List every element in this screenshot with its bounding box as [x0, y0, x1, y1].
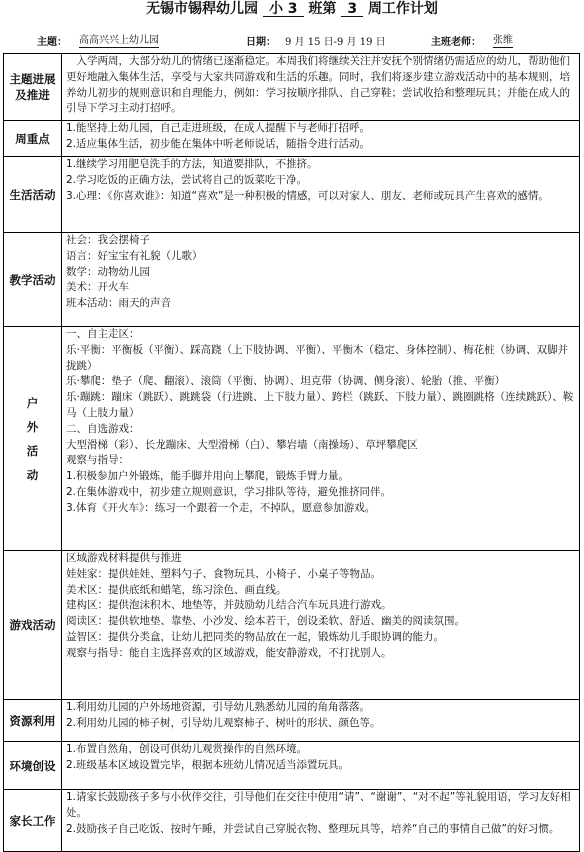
- row-content: [62, 742, 580, 790]
- row-content: [62, 700, 580, 742]
- row-environment-creation: [4, 742, 580, 790]
- date-label: 日期：: [246, 37, 276, 48]
- row-content: [62, 157, 580, 233]
- row-label: [4, 54, 62, 121]
- content-line: 入学两周，大部分幼儿的情绪已逐渐稳定。本周我们将继续关注并安抚个别情绪仍需适应的幼儿，帮助他们更好地融入集体生活，享受与大家共同游戏和生活的乐趣。同时，我们将逐步建立游戏活动中的基本规则，培养幼儿初步的规则意识和自理能力，例如：学习按顺序排队、自己穿鞋；尝试收拾和整理玩具；并能在成人的引导下学习主动打招呼。: [66, 55, 570, 115]
- content-line: 1.利用幼儿园的户外场地资源，引导幼儿熟悉幼儿园的角角落落。: [66, 701, 371, 713]
- content-line: 2.利用幼儿园的柿子树，引导幼儿观察柿子、树叶的形状、颜色等。: [66, 716, 381, 729]
- row-label-text: 教学活动: [9, 272, 56, 287]
- row-label: [4, 742, 62, 790]
- row-label-text: 资源利用: [9, 713, 56, 728]
- row-outdoor-activities: [4, 327, 580, 551]
- class-value: 小 3: [263, 2, 304, 17]
- content-line: 美术区：提供底纸和蜡笔，练习涂色、画直线。: [66, 583, 287, 596]
- row-resource-use: [4, 700, 580, 742]
- theme-value: 高高兴兴上幼儿园: [79, 35, 159, 46]
- row-content: [62, 327, 580, 551]
- content-line: 1.继续学习用肥皂洗手的方法，知道要排队，不推挤。: [66, 158, 318, 170]
- weekly-plan-table: [3, 53, 580, 852]
- content-line: 益智区：提供分类盒，让幼儿把同类的物品放在一起，锻炼幼儿手眼协调的能力。: [66, 630, 444, 643]
- content-line: 2.在集体游戏中，初步建立规则意识，学习排队等待，避免推挤同伴。: [66, 485, 392, 498]
- row-teaching-activities: [4, 233, 580, 327]
- content-line: 娃娃家：提供娃娃、塑料勺子、食物玩具、小椅子、小桌子等物品。: [66, 567, 381, 580]
- row-content: [62, 54, 580, 121]
- content-line: 二、自选游戏：: [66, 422, 140, 435]
- row-label: [4, 233, 62, 327]
- row-label: [4, 551, 62, 700]
- row-label: [4, 700, 62, 742]
- content-line: 观察与指导：: [66, 454, 129, 467]
- row-label: [4, 121, 62, 157]
- row-content: [62, 121, 580, 157]
- content-line: 大型滑梯（彩）、长龙蹦床、大型滑梯（白）、攀岩墙（南操场）、草坪攀爬区: [66, 438, 418, 451]
- content-line: 2.学习吃饭的正确方法，尝试将自己的饭菜吃干净。: [66, 173, 308, 186]
- theme-label: 主题：: [37, 37, 67, 48]
- row-label-text: 生活活动: [9, 187, 56, 202]
- content-line: 1.能坚持上幼儿园，自己走进班级，在成人提醒下与老师打招呼。: [66, 122, 371, 134]
- row-parent-work: [4, 790, 580, 852]
- content-line: 1.布置自然角，创设可供幼儿观赏操作的自然环境。: [66, 743, 308, 755]
- row-label-text: 家长工作: [9, 813, 56, 828]
- row-label-text: 周重点: [15, 131, 50, 146]
- content-line: 观察与指导：能自主选择喜欢的区域游戏，能安静游戏，不打扰别人。: [66, 646, 392, 659]
- content-line: 1.积极参加户外锻炼，能手脚并用向上攀爬，锻炼手臂力量。: [66, 470, 350, 483]
- meta-line: [0, 34, 584, 52]
- content-line: 乐·攀爬：垫子（爬、翻滚）、滚筒（平衡、协调）、坦克带（协调、侧身滚）、轮胎（推、平衡）: [66, 375, 506, 388]
- page-title: [0, 0, 584, 18]
- week-value: 3: [341, 2, 363, 17]
- row-content: [62, 551, 580, 700]
- content-line: 2.适应集体生活，初步能在集体中听老师说话，随指令进行活动。: [66, 137, 371, 150]
- content-line: 社会：我会摆椅子: [66, 234, 150, 246]
- row-label-text: 主题进展及推进: [9, 72, 56, 102]
- row-label: [4, 157, 62, 233]
- row-label: [4, 790, 62, 852]
- row-label-text: 游戏活动: [9, 618, 56, 632]
- content-line: 乐·平衡：平衡板（平衡）、踩高跷（上下肢协调、平衡）、平衡木（稳定、身体控制）、梅花桩（协调、双脚并拢跳）: [66, 343, 569, 372]
- row-label: [4, 327, 62, 551]
- title-suffix: 周工作计划: [367, 1, 438, 17]
- content-line: 建构区：提供泡沫积木、地垫等，并鼓励幼儿结合汽车玩具进行游戏。: [66, 599, 392, 612]
- content-line: 语言：好宝宝有礼貌（儿歌）: [66, 249, 203, 262]
- row-label-text: 户外活动: [26, 395, 39, 482]
- content-line: 2.鼓励孩子自己吃饭、按时午睡，并尝试自己穿脱衣物、整理玩具等，培养“自己的事情自己做”的好习惯。: [66, 822, 560, 835]
- row-life-activities: [4, 157, 580, 233]
- date-value: 9 月 15 日-9 月 19 日: [285, 37, 386, 48]
- content-line: 3.体育《开火车》：练习一个跟着一个走，不掉队，愿意参加游戏。: [66, 501, 376, 514]
- content-line: 一、自主走区：: [66, 328, 140, 340]
- teacher-label: 主班老师：: [431, 37, 481, 48]
- row-content: [62, 233, 580, 327]
- content-line: 1.请家长鼓励孩子多与小伙伴交往，引导他们在交往中使用“请”、“谢谢”、“对不起”等礼貌用语，学习友好相处。: [66, 791, 571, 819]
- row-label-text: 环境创设: [9, 758, 56, 773]
- title-prefix: 无锡市锡稈幼儿园: [146, 1, 259, 17]
- content-line: 2.班级基本区域设置完毕，根据本班幼儿情况适当添置玩具。: [66, 758, 350, 771]
- teacher-value: 张维: [493, 35, 513, 46]
- class-suffix: 班第: [308, 1, 337, 17]
- content-line: 数学：动物幼儿园: [66, 265, 150, 278]
- content-line: 班本活动：雨天的声音: [66, 297, 171, 310]
- content-line: 3.心理：《你喜欢谁》：知道“喜欢”是一种积极的情感，可以对家人、朋友、老师或玩具产生喜欢的感情。: [66, 189, 549, 202]
- content-line: 阅读区：提供软地垫、靠垫、小沙发、绘本若干，创设柔软、舒适、幽美的阅读氛围。: [66, 615, 465, 628]
- content-line: 乐·蹦跳：蹦床（跳跃）、跳跳袋（行进跳、上下肢力量）、跨栏（跳跃、下肢力量）、跳圈跳格（连续跳跃）、鞍马（上肢力量）: [66, 391, 574, 419]
- content-line: 美术：开火车: [66, 281, 129, 294]
- row-weekly-focus: [4, 121, 580, 157]
- row-content: [62, 790, 580, 852]
- content-line: 区域游戏材料提供与推进: [66, 552, 182, 564]
- row-theme-progress: [4, 54, 580, 121]
- row-game-activities: [4, 551, 580, 700]
